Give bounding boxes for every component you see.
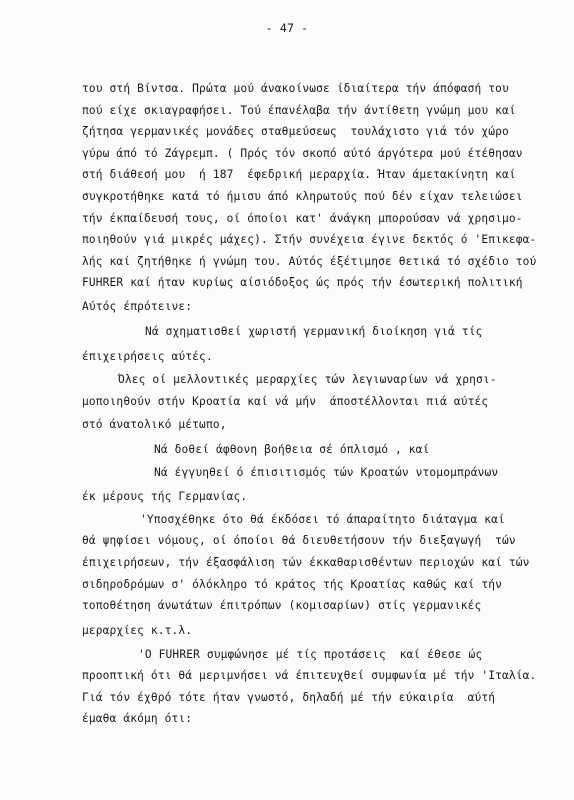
text-line: σιδηροδρόμων σ' όλόκληρο τό κράτος τής Κροατίας καθώς καί τήν: [82, 577, 503, 591]
text-line: τοποθέτηση άνωτάτων έπιτρόπων (κομισαρίων) στίς γερμανικές: [82, 599, 482, 613]
body-text: [82, 78, 562, 730]
list-item-line: Νά σχηματισθεί χωριστή γερμανική διοίκηση γιά τίς: [145, 324, 483, 338]
text-line: συγκροτήθηκε κατά τό ήμισυ άπό κληρωτούς πού δέν είχαν τελειώσει: [82, 189, 523, 203]
text-line: Αύτός έπρότεινε:: [82, 299, 193, 313]
text-line: έπιχειρήσεις αύτές.: [82, 349, 213, 363]
text-line: έπιχειρήσεων, τήν έξασφάλιση τών έκκαθαρισθέντων περιοχών καί τών: [82, 555, 530, 569]
text-line: τήν έκπαίδευσή τους, οί όποίοι κατ' άνάγκη μπορούσαν νά χρησιμο-: [82, 211, 523, 225]
text-line: στό άνατολικό μέτωπο,: [82, 418, 227, 432]
text-line: μεραρχίες κ.τ.λ.: [82, 623, 193, 637]
text-line: FUHRER καί ήταν κυρίως αίσιόδοξος ώς πρός τήν έσωτερική πολιτική: [82, 276, 523, 290]
text-line: έμαθα άκόμη ότι:: [82, 712, 193, 726]
list-item-line: Νά έγγυηθεί ό έπισιτισμός τών Κροατών ντομομπράνων: [154, 466, 499, 480]
text-line: ποιηθούν γιά μικρές μάχες). Στήν συνέχεια έγινε δεκτός ό 'Επικεφα-: [82, 233, 537, 247]
text-line: προοπτική ότι θά μεριμνήσει νά έπιτευχθεί συμφωνία μέ τήν 'Ιταλία.: [82, 669, 537, 683]
text-line: θά ψηφίσει νόμους, οί όποίοι θά διευθετήσουν τήν διεξαγωγή τών: [82, 534, 516, 548]
text-line: στή διάθεσή μου ή 187 έφεδρική μεραρχία. Ήταν άμετακίνητη καί: [82, 168, 516, 182]
text-line: Γιά τόν έχθρό τότε ήταν γνωστό, δηλαδή μέ τήν εύκαιρία αύτή: [82, 690, 496, 704]
text-line: έκ μέρους τής Γερμανίας.: [82, 489, 248, 503]
list-item-line: Όλες οί μελλοντικές μεραρχίες τών λεγιωναρίων νά χρησι-: [118, 372, 497, 386]
text-line: μοποιηθούν στήν Κροατία καί νά μήν άποστέλλονται πιά αύτές: [82, 394, 489, 408]
text-line: ζήτησα γερμανικές μονάδες σταθμεύσεως τουλάχιστο γιά τόν χώρο: [82, 125, 509, 139]
text-line: γύρω άπό τό Ζάγρεμπ. ( Πρός τόν σκοπό αύτό άργότερα μού έτέθησαν: [82, 146, 523, 160]
paragraph-start-line: 'Υποσχέθηκε ότο θά έκδόσει τό άπαραίτητο διάταγμα καί: [140, 512, 505, 526]
text-line: λής καί ζητήθηκε ή γνώμη του. Αύτός έξέτιμησε θετικά τό σχέδιο τού: [82, 254, 537, 268]
paragraph-start-line: 'Ο FUHRER συμφώνησε μέ τίς προτάσεις καί έθεσε ώς: [138, 647, 483, 661]
text-line: του στή Βίντσα. Πρώτα μού άνακοίνωσε ίδιαίτερα τήν άπόφασή του: [82, 82, 509, 95]
page-number: - 47 -: [265, 21, 309, 35]
list-item-line: Νά δοθεί άφθονη βοήθεια σέ όπλισμό , καί: [154, 443, 430, 457]
text-line: πού είχε σκιαγραφήσει. Τού έπανέλαβα τήν άντίθετη γνώμη μου καί: [82, 103, 516, 117]
